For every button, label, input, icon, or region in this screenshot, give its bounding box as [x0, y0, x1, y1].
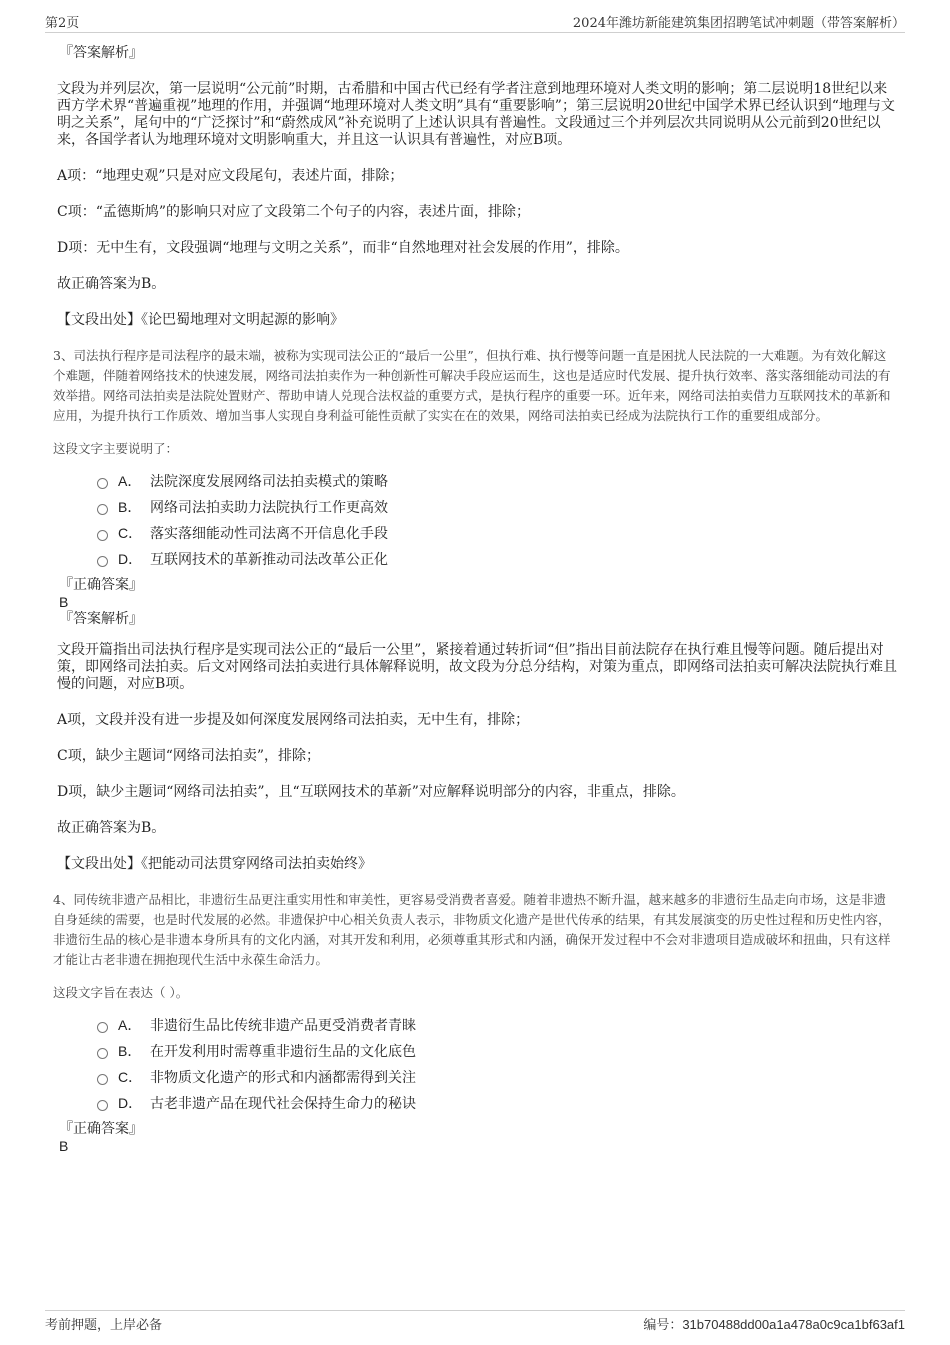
page-header — [45, 12, 905, 33]
question-3-option-d[interactable]: D． 互联网技术的革新推动司法改革公正化 — [97, 546, 897, 572]
correct-answer: B — [59, 1138, 69, 1154]
question-4-option-b[interactable]: B． 在开发利用时需尊重非遗衍生品的文化底色 — [97, 1038, 897, 1064]
analysis-conclusion: 故正确答案为B。 — [57, 820, 166, 836]
analysis-label: 『答案解析』 — [59, 611, 143, 627]
correct-answer: B — [59, 594, 69, 610]
page-footer — [45, 1310, 905, 1333]
analysis-option-a: A项：“地理史观”只是对应文段尾句，表述片面，排除； — [57, 168, 404, 184]
analysis-conclusion: 故正确答案为B。 — [57, 276, 166, 292]
page-number: 第2页 — [45, 16, 80, 31]
question-3-text: 3、司法执行程序是司法程序的最末端，被称为实现司法公正的“最后一公里”，但执行难、执行慢等问题一直是困扰人民法院的一大难题。为有效化解这个难题，伴随着网络技术的快速发展，网络司法拍卖作为一种创新性可解决手段应运而生，这也是适应时代发展、提升执行效率、落实落细能动司法的有效举措。网络司法拍卖是法院处置财产、帮助申请人兑现合法权益的重要方式，是执行程序的重要一环。近年来，网络司法拍卖借力互联网技术的革新和应用，为提升执行工作质效、增加当事人实现自身利益可能性贡献了实实在在的效果，网络司法拍卖已经成为法院执行工作的重要组成部分。 — [53, 348, 891, 423]
analysis-source: 【文段出处】《把能动司法贯穿网络司法拍卖始终》 — [57, 856, 372, 872]
question-3-prompt: 这段文字主要说明了： — [53, 441, 179, 456]
question-4-options — [57, 1012, 897, 1116]
analysis-option-a: A项，文段并没有进一步提及如何深度发展网络司法拍卖，无中生有，排除； — [57, 712, 530, 728]
document-title: 2024年潍坊新能建筑集团招聘笔试冲刺题（带答案解析） — [572, 16, 905, 31]
analysis-option-c: C项，缺少主题词“网络司法拍卖”，排除； — [57, 748, 321, 764]
main-content — [53, 44, 897, 1154]
question-3-option-a[interactable]: A． 法院深度发展网络司法拍卖模式的策略 — [97, 468, 897, 494]
question-3-option-c[interactable]: C． 落实落细能动性司法离不开信息化手段 — [97, 520, 897, 546]
radio-button[interactable] — [97, 504, 108, 515]
question-3-options — [57, 468, 897, 572]
footer-slogan: 考前押题，上岸必备 — [45, 1318, 163, 1333]
analysis-option-c: C项：“孟德斯鸠”的影响只对应了文段第二个句子的内容，表述片面，排除； — [57, 204, 531, 220]
radio-button[interactable] — [97, 478, 108, 489]
question-4-prompt: 这段文字旨在表达（ ）。 — [53, 985, 189, 1000]
analysis-source: 【文段出处】《论巴蜀地理对文明起源的影响》 — [57, 312, 344, 328]
analysis-text: 文段开篇指出司法执行程序是实现司法公正的“最后一公里”，紧接着通过转折词“但”指出目前法院存在执行难且慢等问题。随后提出对策，即网络司法拍卖。后文对网络司法拍卖进行具体解释说明，故文段为分总分结构，对策为重点，即网络司法拍卖可解决法院执行难且慢的问题，对应B项。 — [57, 642, 897, 692]
question-4-option-d[interactable]: D． 古老非遗产品在现代社会保持生命力的秘诀 — [97, 1090, 897, 1116]
analysis-option-d: D项，缺少主题词“网络司法拍卖”，且“互联网技术的革新”对应解释说明部分的内容，非重点，排除。 — [57, 784, 685, 800]
radio-button[interactable] — [97, 1048, 108, 1059]
question-4-option-a[interactable]: A． 非遗衍生品比传统非遗产品更受消费者青睐 — [97, 1012, 897, 1038]
radio-button[interactable] — [97, 530, 108, 541]
radio-button[interactable] — [97, 1074, 108, 1085]
document-code: 编号：31b70488dd00a1a478a0c9ca1bf63af1 — [643, 1317, 905, 1333]
radio-button[interactable] — [97, 556, 108, 567]
correct-answer-label: 『正确答案』 — [59, 1121, 143, 1137]
analysis-label: 『答案解析』 — [59, 45, 143, 61]
radio-button[interactable] — [97, 1100, 108, 1111]
question-4-option-c[interactable]: C． 非物质文化遗产的形式和内涵都需得到关注 — [97, 1064, 897, 1090]
analysis-text: 文段为并列层次，第一层说明“公元前”时期，古希腊和中国古代已经有学者注意到地理环境对人类文明的影响；第二层说明18世纪以来西方学术界“普遍重视”地理的作用，并强调“地理环境对人类文明”具有“重要影响”；第三层说明20世纪中国学术界已经认识到“地理与文明之关系”，尾句中的“广泛探讨”和“蔚然成风”补充说明了上述认识具有普遍性。文段通过三个并列层次共同说明从公元前到20世纪以来，各国学者认为地理环境对文明影响重大，并且这一认识具有普遍性，对应B项。 — [57, 81, 895, 148]
question-3-option-b[interactable]: B． 网络司法拍卖助力法院执行工作更高效 — [97, 494, 897, 520]
correct-answer-label: 『正确答案』 — [59, 577, 143, 593]
analysis-option-d: D项：无中生有，文段强调“地理与文明之关系”，而非“自然地理对社会发展的作用”，排除。 — [57, 240, 629, 256]
question-4-text: 4、同传统非遗产品相比，非遗衍生品更注重实用性和审美性，更容易受消费者喜爱。随着非遗热不断升温，越来越多的非遗衍生品走向市场，这是非遗自身延续的需要，也是时代发展的必然。非遗保护中心相关负责人表示，非物质文化遗产是世代传承的结果，有其发展演变的历史性过程和历史性内容，非遗衍生品的核心是非遗本身所具有的文化内涵，对其开发和利用，必须尊重其形式和内涵，确保开发过程中不会对非遗项目造成破坏和扭曲，只有这样才能让古老非遗在拥抱现代生活中永葆生命活力。 — [53, 892, 891, 967]
radio-button[interactable] — [97, 1022, 108, 1033]
